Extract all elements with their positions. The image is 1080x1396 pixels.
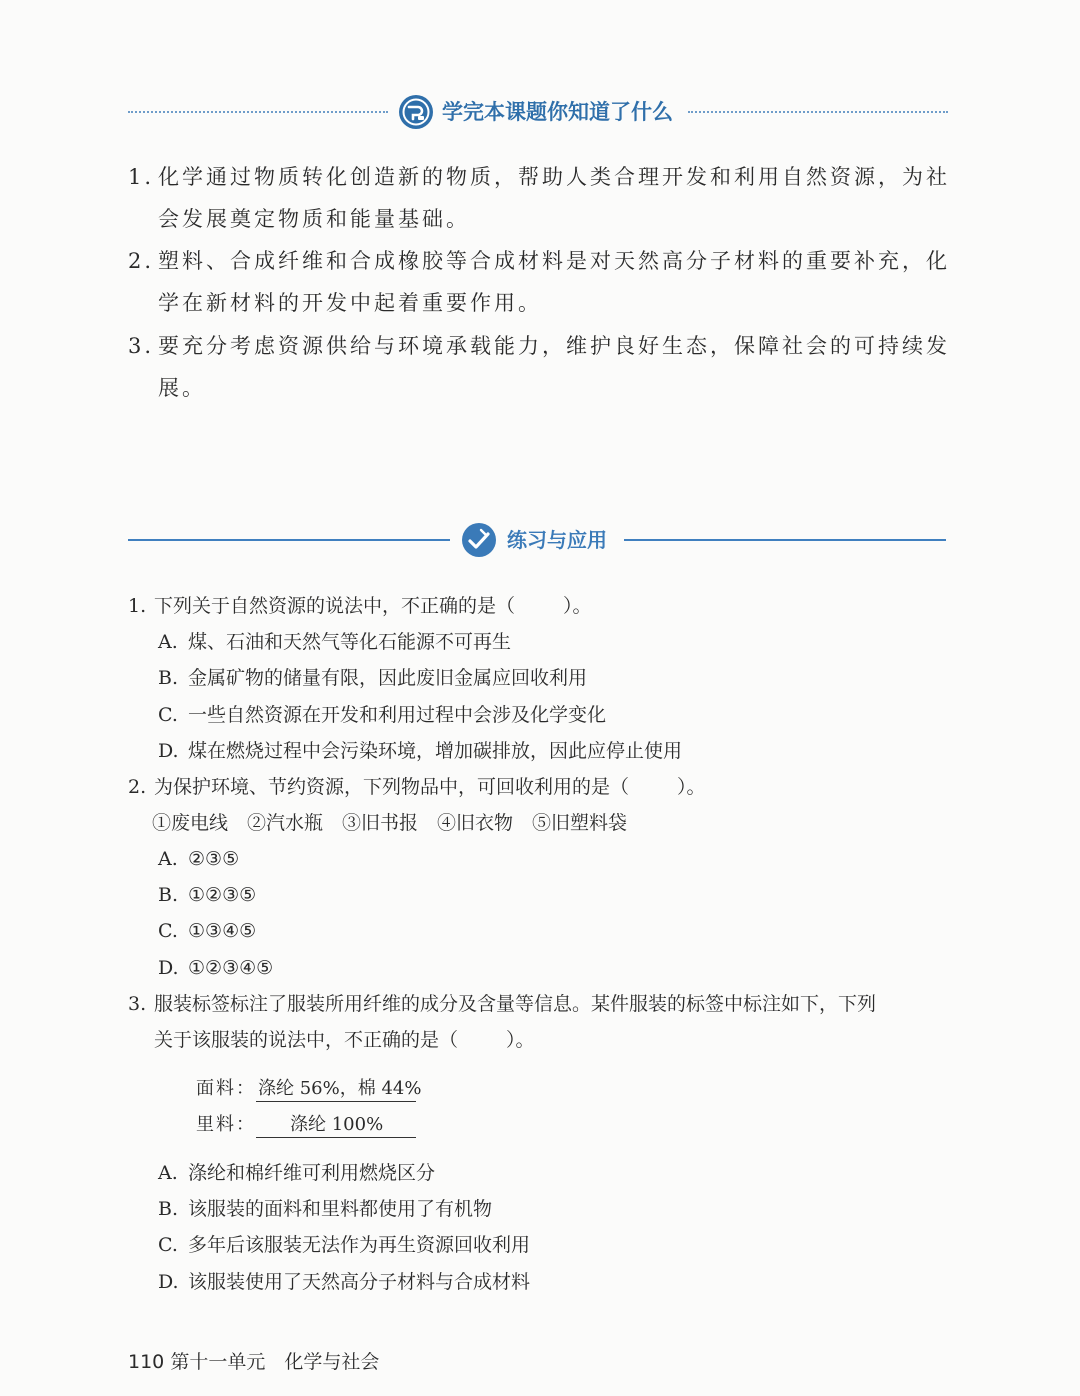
summary-point-2 [128,240,950,324]
page-number: 110 [128,1351,165,1373]
option-text: 煤在燃烧过程中会污染环境，增加碳排放，因此应停止使用 [188,740,683,762]
point-number: 3. [128,334,155,358]
option-text: ①②③⑤ [188,884,257,906]
option-text: ①②③④⑤ [188,957,274,979]
unit-title: 第十一单元 化学与社会 [170,1351,380,1373]
option-letter: C. [158,920,178,942]
option-text: 该服装的面料和里料都使用了有机物 [188,1198,493,1220]
point-number: 1. [128,165,155,189]
question-number: 1. [128,595,147,617]
practice-divider-left [128,539,450,541]
summary-point-1 [128,156,950,240]
question-number: 2. [128,776,147,798]
option-letter: D. [158,740,179,762]
page-footer [128,1348,379,1376]
option-letter: B. [158,1198,179,1220]
point-text: 塑料、合成纤维和合成橡胶等合成材料是对天然高分子材料的重要补充，化学在新材料的开发中起着重要作用。 [158,249,950,315]
practice-title: 练习与应用 [507,528,607,552]
option-letter: A. [158,631,178,653]
fabric-key: 面料： [196,1078,256,1099]
option-text: ②③⑤ [188,848,240,870]
option-text: ①③④⑤ [188,920,257,942]
lining-value: 涤纶 100% [290,1114,384,1135]
fabric-value: 涤纶 56%，棉 44% [258,1078,422,1099]
option-text: 一些自然资源在开发和利用过程中会涉及化学变化 [188,704,607,726]
option-letter: B. [158,667,179,689]
point-text: 要充分考虑资源供给与环境承载能力，维护良好生态，保障社会的可持续发展。 [158,334,950,400]
pencil-check-icon [461,522,497,558]
option-text: 金属矿物的储量有限，因此废旧金属应回收利用 [188,667,588,689]
option-text: 涤纶和棉纤维可利用燃烧区分 [188,1162,436,1184]
book-question-icon [398,94,434,130]
question-text: 下列关于自然资源的说法中，不正确的是（ [154,595,516,617]
option-letter: D. [158,1271,179,1293]
question-number: 3. [128,993,147,1015]
summary-divider-right [688,111,948,113]
summary-title: 学完本课题你知道了什么 [442,100,673,124]
option-letter: A. [158,848,178,870]
option-text: 多年后该服装无法作为再生资源回收利用 [188,1234,531,1256]
option-text: 煤、石油和天然气等化石能源不可再生 [188,631,512,653]
point-number: 2. [128,249,155,273]
practice-divider-right [624,539,946,541]
option-letter: C. [158,704,178,726]
lining-underline [256,1137,416,1138]
question-3-stem-line2 [154,1025,535,1055]
question-text-end: ）。 [563,595,592,617]
question-text: 关于该服装的说法中，不正确的是（ [154,1029,459,1051]
option-letter: A. [158,1162,178,1184]
option-letter: D. [158,957,179,979]
fabric-underline [256,1101,416,1102]
point-text: 化学通过物质转化创造新的物质，帮助人类合理开发和利用自然资源，为社会发展奠定物质和能量基础。 [158,165,950,231]
question-text-end: ）。 [506,1029,535,1051]
question-text-end: ）。 [677,776,706,798]
question-text: 为保护环境、节约资源，下列物品中，可回收利用的是（ [154,776,630,798]
lining-key: 里料： [196,1114,256,1135]
summary-point-3 [128,325,950,409]
option-text: 该服装使用了天然高分子材料与合成材料 [188,1271,531,1293]
question-text: 服装标签标注了服装所用纤维的成分及含量等信息。某件服装的标签中标注如下，下列 [154,993,877,1015]
summary-divider-left [128,111,388,113]
q2-items: ①废电线 ②汽水瓶 ③旧书报 ④旧衣物 ⑤旧塑料袋 [152,812,628,834]
option-letter: B. [158,884,179,906]
option-letter: C. [158,1234,178,1256]
